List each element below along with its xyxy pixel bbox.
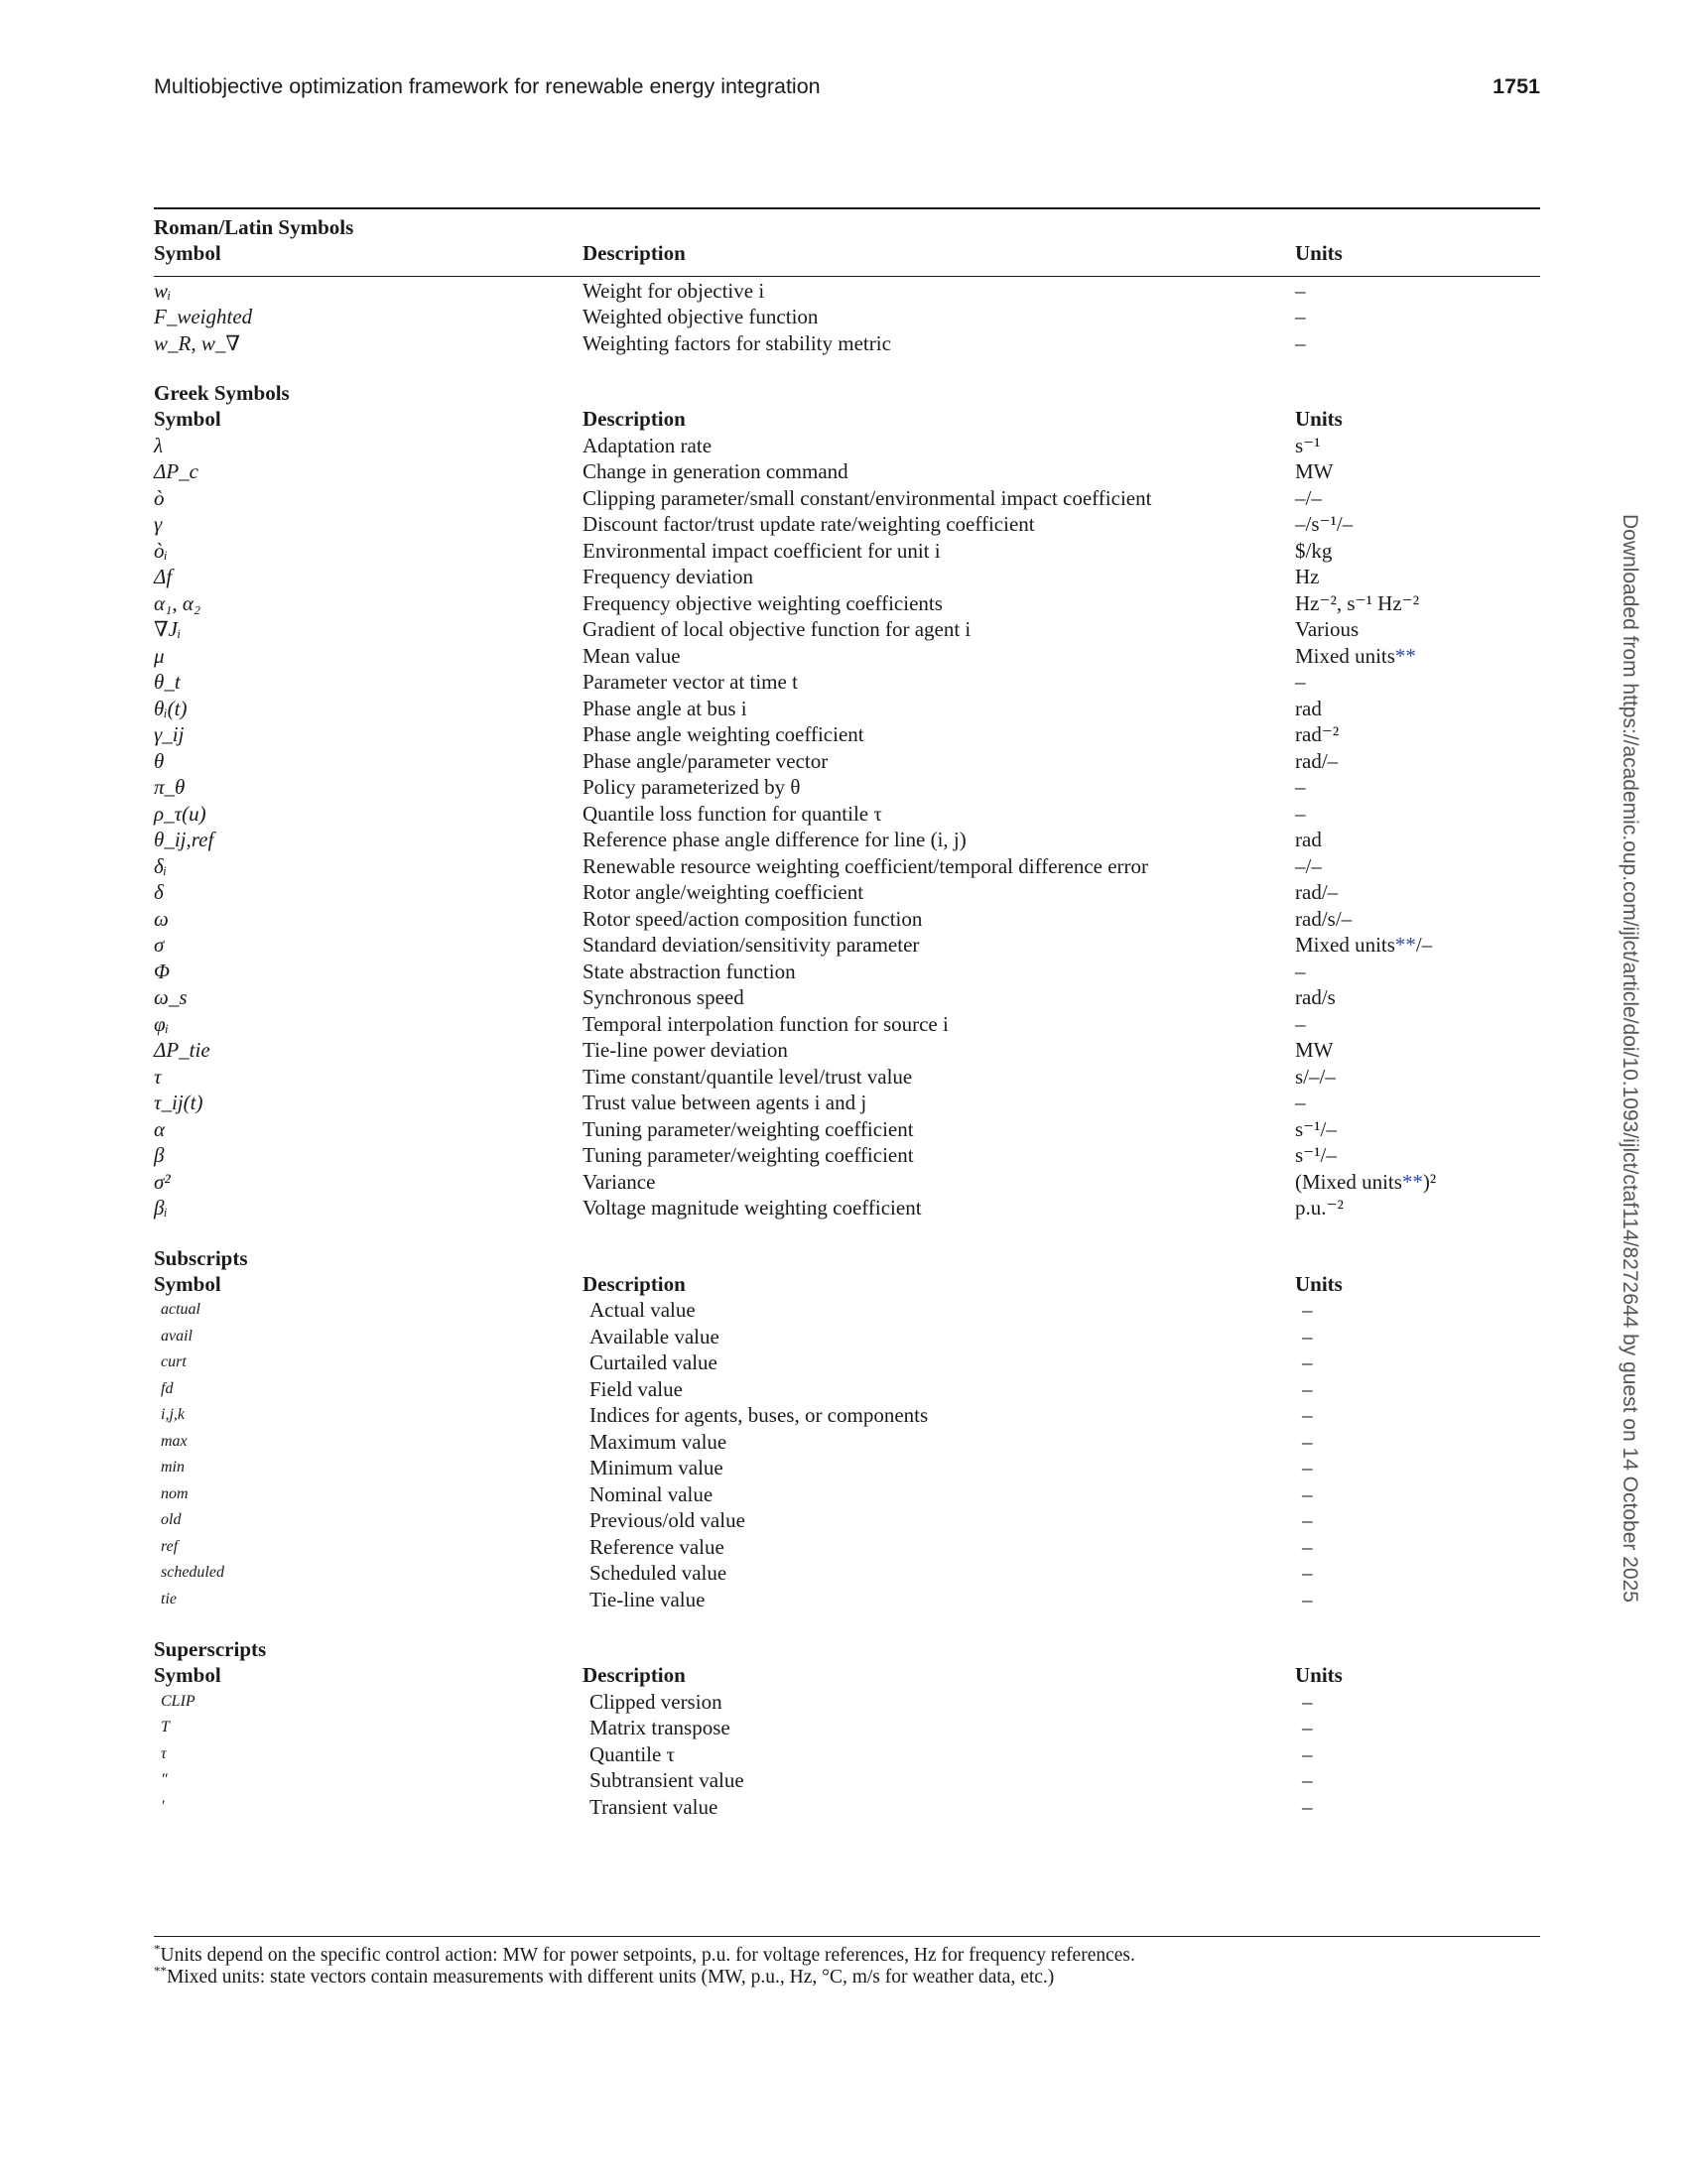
symbol-cell: ΔP_tie	[154, 1038, 210, 1062]
table-top-rule	[154, 207, 1540, 209]
description-cell: Transient value	[589, 1794, 718, 1819]
symbol-header: Symbol	[154, 1271, 221, 1296]
table-row	[154, 1142, 1540, 1169]
description-cell: Standard deviation/sensitivity parameter	[583, 933, 920, 957]
units-header: Units	[1295, 1271, 1343, 1296]
description-cell: Temporal interpolation function for source i	[583, 1011, 949, 1036]
symbol-cell: ref	[161, 1537, 179, 1555]
symbol-cell: wᵢ	[154, 278, 172, 303]
section-title: Subscripts	[154, 1245, 248, 1270]
description-cell: Actual value	[589, 1298, 696, 1322]
symbol-cell: σ	[154, 933, 165, 957]
symbol-cell: μ	[154, 643, 165, 668]
description-cell: Weighted objective function	[583, 305, 819, 328]
units-cell: –	[1302, 1403, 1313, 1427]
units-cell: –	[1302, 1508, 1313, 1532]
footnote-reference[interactable]: **	[1401, 1169, 1423, 1194]
units-cell: –	[1302, 1481, 1313, 1506]
units-cell: (Mixed units**)²	[1295, 1169, 1437, 1194]
units-cell: –	[1295, 1011, 1306, 1036]
section-title: Roman/Latin Symbols	[154, 215, 354, 239]
description-cell: Rotor angle/weighting coefficient	[583, 880, 864, 904]
description-header: Description	[583, 407, 686, 431]
table-row	[154, 1169, 1540, 1196]
symbol-cell: λ	[154, 433, 164, 457]
table-row	[154, 1767, 1540, 1794]
table-bottom-rule	[154, 1936, 1540, 1937]
units-cell: –	[1302, 1298, 1313, 1322]
table-row	[154, 1195, 1540, 1221]
units-cell: rad/s/–	[1295, 906, 1353, 931]
description-cell: Discount factor/trust update rate/weighting coefficient	[583, 512, 1035, 536]
table-row	[154, 433, 1540, 459]
table-row	[154, 721, 1540, 748]
table-row	[154, 1324, 1540, 1350]
units-cell: MW	[1295, 459, 1334, 483]
table-row	[154, 1037, 1540, 1064]
symbol-cell: δ	[154, 880, 164, 904]
table-row	[154, 827, 1540, 853]
table-row	[154, 932, 1540, 959]
symbol-cell: old	[161, 1511, 182, 1528]
symbol-cell: ω_s	[154, 985, 188, 1009]
running-title: Multiobjective optimization framework for renewable energy integration	[154, 73, 821, 98]
description-cell: Synchronous speed	[583, 985, 744, 1009]
section-rows	[154, 1689, 1540, 1821]
symbol-cell: ∇Jᵢ	[154, 617, 182, 641]
symbol-cell: ΔP_c	[154, 459, 198, 483]
symbol-cell: ″	[161, 1771, 168, 1788]
units-cell: rad/–	[1295, 880, 1339, 904]
table-row	[154, 1349, 1540, 1376]
units-cell: rad	[1295, 828, 1322, 851]
symbol-cell: θ	[154, 748, 165, 773]
section-roman-latin	[154, 214, 1540, 356]
table-row	[154, 1011, 1540, 1038]
units-cell: –	[1295, 801, 1306, 826]
symbol-cell: τ	[154, 1064, 162, 1089]
section-rows	[154, 278, 1540, 357]
symbol-cell: δᵢ	[154, 853, 168, 878]
units-header: Units	[1295, 407, 1343, 431]
symbol-cell: actual	[161, 1301, 200, 1318]
description-cell: Policy parameterized by θ	[583, 775, 801, 799]
units-cell: –	[1302, 1376, 1313, 1401]
description-cell: Maximum value	[589, 1429, 727, 1454]
units-cell: rad	[1295, 696, 1322, 720]
units-cell: –	[1295, 330, 1306, 355]
table-row	[154, 564, 1540, 590]
footnote-text: Mixed units: state vectors contain measurements with different units (MW, p.u., Hz, °C, m/s for weather data, etc.)	[167, 1967, 1055, 1988]
description-cell: Time constant/quantile level/trust value	[583, 1064, 913, 1089]
symbol-cell: tie	[161, 1590, 177, 1607]
description-cell: Phase angle/parameter vector	[583, 748, 829, 773]
units-cell: –	[1302, 1689, 1313, 1714]
description-cell: Matrix transpose	[589, 1716, 730, 1739]
description-cell: Weight for objective i	[583, 278, 765, 303]
column-header-row	[154, 1271, 1540, 1298]
description-cell: Change in generation command	[583, 459, 848, 483]
symbol-cell: βᵢ	[154, 1196, 168, 1220]
units-cell: –	[1295, 775, 1306, 799]
description-cell: Scheduled value	[589, 1561, 727, 1585]
units-cell: –/s⁻¹/–	[1295, 512, 1354, 536]
column-header-row	[154, 406, 1540, 433]
units-cell: –	[1295, 305, 1306, 328]
table-row	[154, 1297, 1540, 1324]
table-row	[154, 801, 1540, 828]
table-row	[154, 669, 1540, 696]
units-cell: –	[1302, 1429, 1313, 1454]
symbol-cell: Δf	[154, 565, 173, 588]
table-row	[154, 853, 1540, 880]
units-cell: Hz⁻², s⁻¹ Hz⁻²	[1295, 590, 1420, 615]
footnote-mark: *	[154, 1941, 161, 1957]
description-cell: Tie-line power deviation	[583, 1038, 788, 1062]
table-row	[154, 1587, 1540, 1613]
symbol-cell: α	[154, 1116, 166, 1141]
table-row	[154, 1376, 1540, 1403]
units-cell: –/–	[1295, 853, 1322, 878]
footnote-text: Units depend on the specific control action: MW for power setpoints, p.u. for voltage references, Hz for frequency references.	[160, 1945, 1135, 1966]
footnote-single-asterisk	[154, 1941, 1540, 1967]
symbol-header: Symbol	[154, 241, 221, 265]
nomenclature-table	[154, 214, 1540, 1820]
table-row	[154, 1429, 1540, 1456]
symbol-cell: w_R, w_∇	[154, 330, 241, 355]
description-header: Description	[583, 241, 686, 265]
description-cell: Quantile loss function for quantile τ	[583, 801, 882, 826]
units-cell: rad/–	[1295, 748, 1339, 773]
description-cell: Frequency deviation	[583, 565, 754, 588]
units-cell: –	[1302, 1716, 1313, 1739]
table-row	[154, 1455, 1540, 1481]
table-row	[154, 906, 1540, 933]
description-header: Description	[583, 1663, 686, 1687]
table-row	[154, 1402, 1540, 1429]
table-row	[154, 616, 1540, 643]
column-header-row	[154, 1662, 1540, 1689]
table-row	[154, 748, 1540, 775]
footnote-mark: **	[154, 1963, 167, 1979]
description-cell: Tuning parameter/weighting coefficient	[583, 1116, 914, 1141]
section-rows	[154, 433, 1540, 1221]
units-cell: –	[1302, 1561, 1313, 1585]
description-cell: Tie-line value	[589, 1587, 706, 1611]
units-cell: Mixed units**	[1295, 643, 1416, 668]
symbol-cell: γ_ij	[154, 722, 185, 746]
units-cell: rad/s	[1295, 985, 1336, 1009]
table-row	[154, 696, 1540, 722]
symbol-cell: θ_ij,ref	[154, 828, 214, 851]
symbol-cell: òᵢ	[154, 538, 168, 563]
table-row	[154, 458, 1540, 485]
symbol-cell: min	[161, 1459, 185, 1476]
symbol-cell: ′	[161, 1797, 165, 1815]
description-cell: Phase angle weighting coefficient	[583, 722, 864, 746]
table-row	[154, 1064, 1540, 1091]
table-row	[154, 590, 1540, 617]
section-title: Greek Symbols	[154, 381, 290, 405]
footnote-double-asterisk	[154, 1963, 1540, 1989]
units-cell: –	[1302, 1350, 1313, 1374]
units-cell: –	[1302, 1741, 1313, 1766]
table-row	[154, 643, 1540, 670]
units-cell: $/kg	[1295, 538, 1333, 563]
description-cell: Environmental impact coefficient for unit i	[583, 538, 941, 563]
symbol-cell: F_weighted	[154, 305, 253, 328]
symbol-cell: θᵢ(t)	[154, 696, 188, 720]
table-row	[154, 984, 1540, 1011]
units-cell: Hz	[1295, 565, 1320, 588]
description-cell: Curtailed value	[589, 1350, 717, 1374]
symbol-header: Symbol	[154, 1663, 221, 1687]
table-row	[154, 1116, 1540, 1143]
symbol-cell: scheduled	[161, 1564, 224, 1581]
description-cell: State abstraction function	[583, 959, 796, 983]
description-cell: Previous/old value	[589, 1508, 745, 1532]
units-cell: –	[1302, 1324, 1313, 1349]
symbol-cell: π_θ	[154, 775, 186, 799]
units-header: Units	[1295, 241, 1343, 265]
symbol-cell: ρ_τ(u)	[154, 801, 206, 826]
units-cell: –	[1302, 1768, 1313, 1792]
description-cell: Weighting factors for stability metric	[583, 330, 891, 355]
units-cell: –	[1295, 278, 1306, 303]
symbol-cell: ω	[154, 906, 169, 931]
table-row	[154, 1090, 1540, 1116]
page-number: 1751	[1493, 73, 1540, 98]
symbol-cell: nom	[161, 1484, 189, 1502]
units-cell: s⁻¹	[1295, 433, 1321, 457]
symbol-cell: θ_t	[154, 670, 181, 694]
description-cell: Variance	[583, 1169, 656, 1194]
units-header: Units	[1295, 1663, 1343, 1687]
table-row	[154, 1741, 1540, 1768]
units-cell: –	[1295, 1091, 1306, 1114]
description-cell: Rotor speed/action composition function	[583, 906, 923, 931]
table-row	[154, 774, 1540, 801]
section-greek	[154, 380, 1540, 1221]
units-cell: rad⁻²	[1295, 722, 1340, 746]
units-cell: s⁻¹/–	[1295, 1143, 1337, 1167]
running-head	[154, 71, 1540, 101]
units-cell: –	[1302, 1587, 1313, 1611]
table-row	[154, 1689, 1540, 1716]
symbol-cell: T	[161, 1719, 170, 1735]
table-row	[154, 1794, 1540, 1821]
units-cell: –/–	[1295, 485, 1322, 510]
table-row	[154, 511, 1540, 538]
footnote-reference[interactable]: **	[1394, 643, 1416, 668]
symbol-cell: i,j,k	[161, 1406, 185, 1423]
footnote-reference[interactable]: **	[1394, 933, 1416, 957]
units-cell: –	[1302, 1456, 1313, 1479]
description-cell: Quantile τ	[589, 1741, 675, 1766]
description-cell: Trust value between agents i and j	[583, 1091, 867, 1114]
table-row	[154, 959, 1540, 985]
symbol-cell: fd	[161, 1379, 174, 1397]
table-row	[154, 879, 1540, 906]
units-cell: MW	[1295, 1038, 1334, 1062]
units-cell: –	[1302, 1534, 1313, 1559]
symbol-cell: CLIP	[161, 1692, 195, 1710]
table-row	[154, 304, 1540, 330]
table-footnotes	[154, 1941, 1540, 1989]
description-cell: Available value	[589, 1324, 719, 1349]
description-cell: Gradient of local objective function for agent i	[583, 617, 972, 641]
units-cell: s⁻¹/–	[1295, 1116, 1337, 1141]
units-cell: p.u.⁻²	[1295, 1196, 1344, 1220]
description-cell: Clipping parameter/small constant/environmental impact coefficient	[583, 485, 1152, 510]
table-row	[154, 1715, 1540, 1741]
symbol-cell: Φ	[154, 959, 170, 983]
symbol-cell: ò	[154, 485, 165, 510]
units-cell: s/–/–	[1295, 1064, 1336, 1089]
table-row	[154, 330, 1540, 357]
description-cell: Mean value	[583, 643, 681, 668]
description-cell: Adaptation rate	[583, 433, 713, 457]
table-row	[154, 1481, 1540, 1508]
table-row	[154, 1534, 1540, 1561]
symbol-cell: τ	[161, 1744, 167, 1762]
section-superscripts	[154, 1636, 1540, 1820]
description-cell: Subtransient value	[589, 1768, 744, 1792]
column-header-row	[154, 240, 1540, 267]
units-cell: Mixed units**/–	[1295, 933, 1433, 957]
table-row	[154, 1560, 1540, 1587]
symbol-cell: γ	[154, 512, 163, 536]
description-cell: Renewable resource weighting coefficient/temporal difference error	[583, 853, 1149, 878]
description-cell: Phase angle at bus i	[583, 696, 747, 720]
symbol-cell: α₁, α₂	[154, 590, 201, 615]
symbol-cell: curt	[161, 1353, 187, 1370]
table-row	[154, 485, 1540, 512]
symbol-cell: β	[154, 1143, 165, 1167]
description-header: Description	[583, 1271, 686, 1296]
description-cell: Nominal value	[589, 1481, 714, 1506]
symbol-cell: τ_ij(t)	[154, 1091, 203, 1114]
download-notice: Downloaded from https://academic.oup.com/ijlct/article/doi/10.1093/ijlct/ctaf114/8272644 by guest on 14 October 2025	[1619, 514, 1641, 1603]
units-cell: –	[1295, 670, 1306, 694]
description-cell: Tuning parameter/weighting coefficient	[583, 1143, 914, 1167]
table-row	[154, 538, 1540, 565]
description-cell: Clipped version	[589, 1689, 722, 1714]
description-cell: Voltage magnitude weighting coefficient	[583, 1196, 922, 1220]
table-row	[154, 278, 1540, 305]
description-cell: Frequency objective weighting coefficients	[583, 590, 943, 615]
symbol-header: Symbol	[154, 407, 221, 431]
description-cell: Reference phase angle difference for line (i, j)	[583, 828, 967, 851]
description-cell: Indices for agents, buses, or components	[589, 1403, 929, 1427]
description-cell: Field value	[589, 1376, 683, 1401]
description-cell: Reference value	[589, 1534, 724, 1559]
description-cell: Minimum value	[589, 1456, 723, 1479]
table-row	[154, 1507, 1540, 1534]
units-cell: Various	[1295, 617, 1360, 641]
units-cell: –	[1295, 959, 1306, 983]
symbol-cell: σ²	[154, 1169, 171, 1194]
section-subscripts	[154, 1245, 1540, 1613]
units-cell: –	[1302, 1794, 1313, 1819]
symbol-cell: avail	[161, 1327, 193, 1345]
section-rows	[154, 1297, 1540, 1612]
symbol-cell: φᵢ	[154, 1011, 169, 1036]
section-title: Superscripts	[154, 1637, 267, 1661]
description-cell: Parameter vector at time t	[583, 670, 798, 694]
symbol-cell: max	[161, 1432, 188, 1450]
